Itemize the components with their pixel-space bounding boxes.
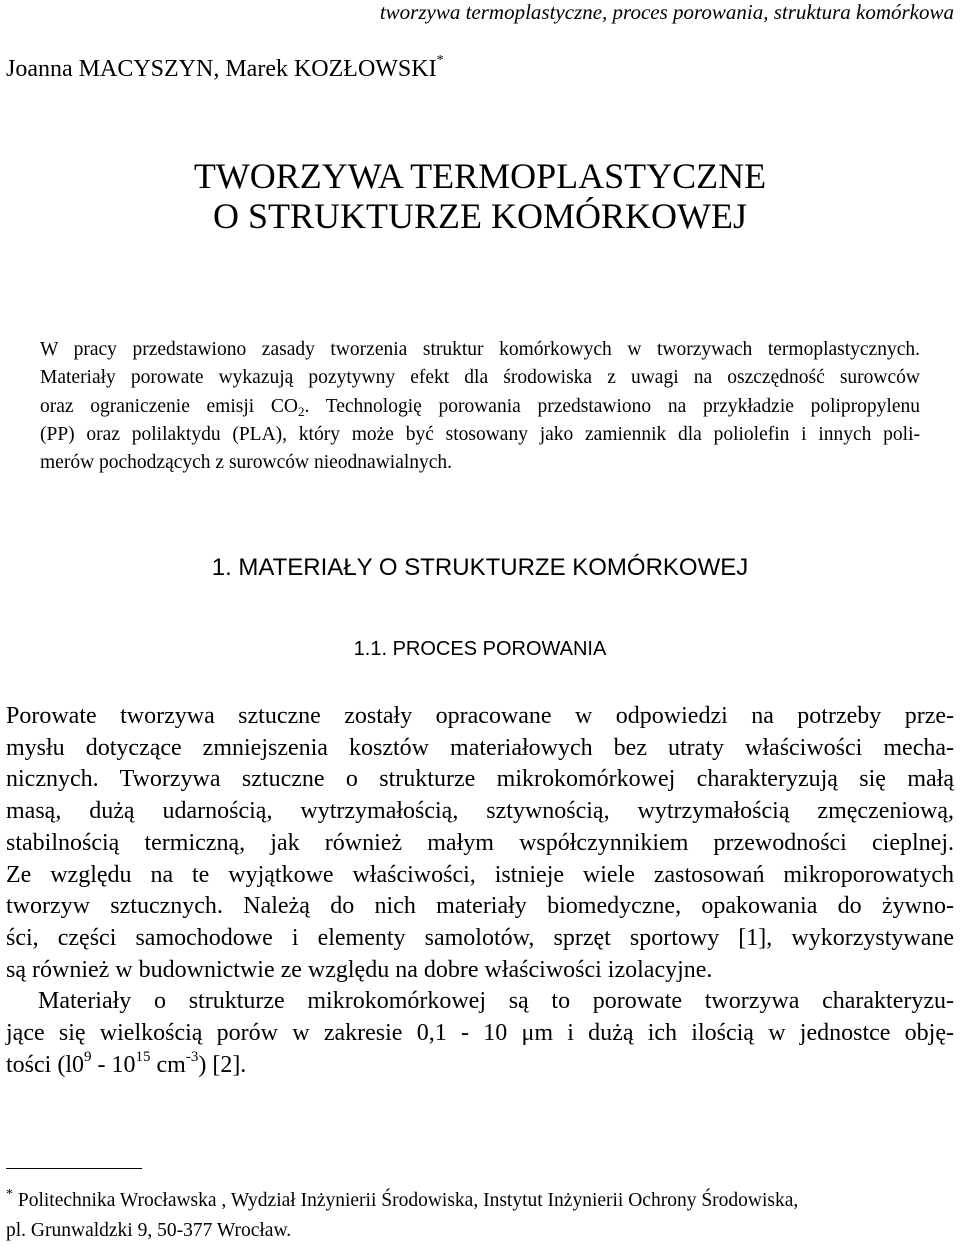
- body-line: nicznych. Tworzywa sztuczne o strukturze mikrokomórkowej charakteryzują się małą: [6, 766, 954, 793]
- body-line: Porowate tworzywa sztuczne zostały opracowane w odpowiedzi na potrzeby prze-: [6, 703, 954, 729]
- keywords-line: tworzywa termoplastyczne, proces porowania, struktura komórkowa: [379, 0, 954, 24]
- footnote-line: [6, 1186, 954, 1216]
- superscript: -3: [185, 1048, 199, 1065]
- footnote-line: pl. Grunwaldzki 9, 50-377 Wrocław.: [6, 1220, 292, 1241]
- body-text-run: cm: [150, 1051, 186, 1078]
- superscript: 9: [84, 1048, 92, 1065]
- body-line: masą, dużą udarnością, wytrzymałością, sztywnością, wytrzymałością zmęczeniową,: [6, 798, 954, 825]
- author-footnote-marker: *: [436, 53, 444, 68]
- footnote-text: Politechnika Wrocławska , Wydział Inżynierii Środowiska, Instytut Inżynierii Ochrony Środowiska,: [13, 1190, 799, 1211]
- body-line: Ze względu na te wyjątkowe właściwości, istnieje wiele zastosowań mikroporowatych: [6, 861, 954, 888]
- abstract-line: W pracy przedstawiono zasady tworzenia struktur komórkowych w tworzywach termoplastycznych.: [40, 339, 920, 360]
- superscript: 15: [135, 1048, 151, 1065]
- body-text-run: ) [2].: [198, 1051, 247, 1078]
- abstract: [40, 336, 920, 477]
- body-line: [6, 1050, 954, 1082]
- body-line: Materiały o strukturze mikrokomórkowej są to porowate tworzywa charakteryzu-: [38, 988, 954, 1015]
- footnote: [6, 1186, 954, 1246]
- paper-title: [0, 156, 960, 236]
- abstract-line: [40, 393, 920, 421]
- abstract-text: oraz ograniczenie emisji CO: [40, 395, 298, 417]
- abstract-text: . Technologię porowania przedstawiono na przykładzie polipropylenu: [304, 395, 920, 417]
- body-line: jące się wielkością porów w zakresie 0,1 - 10 μm i dużą ich ilością w jednostce obję-: [6, 1020, 954, 1047]
- author-names: Joanna MACYSZYN, Marek KOZŁOWSKI: [6, 56, 437, 82]
- abstract-line: Materiały porowate wykazują pozytywny efekt dla środowiska z uwagi na oszczędność surowców: [40, 367, 920, 389]
- body-line: ści, części samochodowe i elementy samolotów, sprzęt sportowy [1], wykorzystywane: [6, 924, 954, 951]
- body-text-run: tości (l0: [6, 1051, 84, 1078]
- footnote-rule: [6, 1168, 142, 1169]
- abstract-line: merów pochodzących z surowców nieodnawialnych.: [40, 452, 453, 474]
- subsection-heading: 1.1. PROCES POROWANIA: [353, 638, 607, 660]
- body-text: [6, 701, 954, 1081]
- subscript: 2: [297, 403, 305, 419]
- body-line: mysłu dotyczące zmniejszenia kosztów materiałowych bez utraty właściwości mecha-: [6, 734, 954, 761]
- title-line-1: TWORZYWA TERMOPLASTYCZNE: [193, 156, 767, 196]
- body-line: są również w budownictwie ze względu na dobre właściwości izolacyjne.: [6, 956, 713, 983]
- authors-line: [6, 54, 444, 84]
- abstract-line: (PP) oraz polilaktydu (PLA), który może być stosowany jako zamiennik dla poliolefin i innych poli-: [40, 423, 920, 445]
- body-text-run: - 10: [91, 1051, 136, 1078]
- footnote-marker: *: [6, 1187, 13, 1202]
- title-line-2: O STRUKTURZE KOMÓRKOWEJ: [213, 196, 747, 236]
- section-heading: 1. MATERIAŁY O STRUKTURZE KOMÓRKOWEJ: [211, 554, 749, 581]
- body-line: stabilnością termiczną, jak również małym współczynnikiem przewodności cieplnej.: [6, 829, 954, 856]
- body-line: tworzyw sztucznych. Należą do nich materiały biomedyczne, opakowania do żywno-: [6, 893, 954, 920]
